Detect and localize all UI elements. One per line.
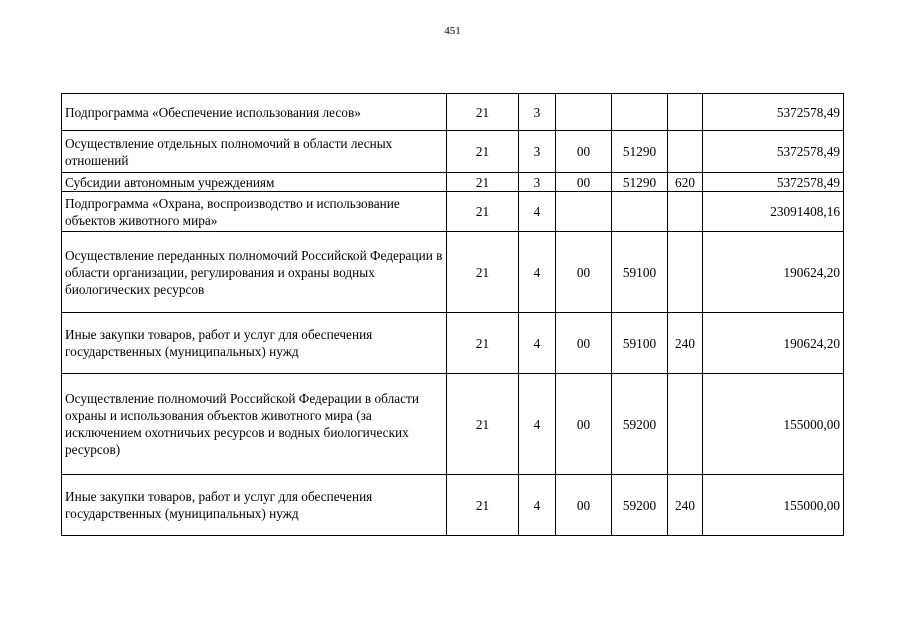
expense-type-code: 240 [668, 313, 703, 374]
table-row [62, 475, 844, 536]
amount: 23091408,16 [703, 192, 844, 232]
row-description: Иные закупки товаров, работ и услуг для обеспечения государственных (муниципальных) нужд [62, 313, 447, 374]
ministry-code: 21 [447, 374, 519, 475]
ministry-code: 21 [447, 192, 519, 232]
expense-type-code [668, 232, 703, 313]
amount: 5372578,49 [703, 94, 844, 131]
table-row [62, 173, 844, 192]
table-row [62, 374, 844, 475]
direction-code: 51290 [612, 131, 668, 173]
page-number: 451 [444, 25, 461, 37]
row-description: Иные закупки товаров, работ и услуг для обеспечения государственных (муниципальных) нужд [62, 475, 447, 536]
subprogram-code: 3 [519, 94, 556, 131]
subprogram-code: 4 [519, 192, 556, 232]
activity-code: 00 [556, 374, 612, 475]
activity-code [556, 94, 612, 131]
row-description: Подпрограмма «Охрана, воспроизводство и использование объектов животного мира» [62, 192, 447, 232]
direction-code: 59200 [612, 475, 668, 536]
subprogram-code: 4 [519, 232, 556, 313]
ministry-code: 21 [447, 475, 519, 536]
row-description: Осуществление переданных полномочий Российской Федерации в области организации, регулирования и охраны водных биологических ресурсов [62, 232, 447, 313]
activity-code: 00 [556, 131, 612, 173]
subprogram-code: 4 [519, 313, 556, 374]
ministry-code: 21 [447, 131, 519, 173]
direction-code: 59100 [612, 232, 668, 313]
direction-code [612, 192, 668, 232]
direction-code: 59200 [612, 374, 668, 475]
table-row [62, 192, 844, 232]
expense-type-code [668, 374, 703, 475]
subprogram-code: 3 [519, 131, 556, 173]
budget-table [61, 93, 844, 536]
table-row [62, 232, 844, 313]
subprogram-code: 4 [519, 374, 556, 475]
amount: 155000,00 [703, 374, 844, 475]
amount: 5372578,49 [703, 131, 844, 173]
direction-code [612, 94, 668, 131]
subprogram-code: 3 [519, 173, 556, 192]
table-row [62, 131, 844, 173]
row-description: Подпрограмма «Обеспечение использования лесов» [62, 94, 447, 131]
direction-code: 51290 [612, 173, 668, 192]
table-row [62, 313, 844, 374]
amount: 155000,00 [703, 475, 844, 536]
row-description: Осуществление полномочий Российской Федерации в области охраны и использования объектов животного мира (за исключением охотничьих ресурсов и водных биологических ресурсов) [62, 374, 447, 475]
expense-type-code [668, 131, 703, 173]
expense-type-code [668, 192, 703, 232]
ministry-code: 21 [447, 94, 519, 131]
row-description: Субсидии автономным учреждениям [62, 173, 447, 192]
direction-code: 59100 [612, 313, 668, 374]
row-description: Осуществление отдельных полномочий в области лесных отношений [62, 131, 447, 173]
expense-type-code [668, 94, 703, 131]
amount: 190624,20 [703, 232, 844, 313]
expense-type-code: 240 [668, 475, 703, 536]
table-row [62, 94, 844, 131]
expense-type-code: 620 [668, 173, 703, 192]
subprogram-code: 4 [519, 475, 556, 536]
ministry-code: 21 [447, 313, 519, 374]
amount: 190624,20 [703, 313, 844, 374]
activity-code [556, 192, 612, 232]
ministry-code: 21 [447, 173, 519, 192]
amount: 5372578,49 [703, 173, 844, 192]
activity-code: 00 [556, 173, 612, 192]
ministry-code: 21 [447, 232, 519, 313]
activity-code: 00 [556, 475, 612, 536]
activity-code: 00 [556, 313, 612, 374]
activity-code: 00 [556, 232, 612, 313]
